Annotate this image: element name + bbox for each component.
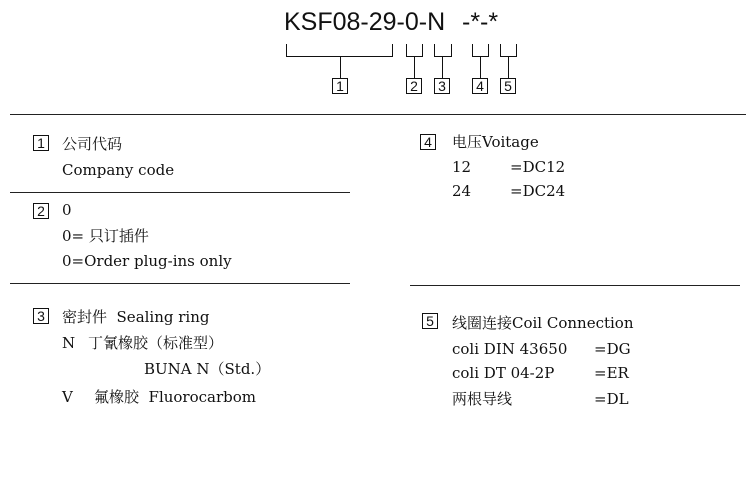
coil-row-key: 两根导线 [452,390,513,408]
voltage-row-key: 12 [452,158,472,176]
model-code-main: KSF08-29-0-N [284,8,446,36]
coil-row-key: coli DIN 43650 [452,340,568,358]
section-2-number: 2 [33,203,49,219]
marker-box-2: 2 [406,78,422,94]
section-3-number: 3 [33,308,49,324]
divider-top [10,114,746,115]
seal-option-n-desc: 丁氰橡胶（标准型） [88,334,224,352]
section-4-number: 4 [420,134,436,150]
coil-row-val: =DL [594,390,629,408]
divider-right-1 [410,285,740,286]
seal-option-n-sub: BUNA N（Std.） [144,360,271,378]
coil-row-val: =ER [594,364,629,382]
section-2-title: 0 [62,201,72,219]
coil-row-val: =DG [594,340,631,358]
section-4-title: 电压Voitage [452,133,539,151]
section-2-line-1: 0= 只订插件 [62,227,149,245]
section-5-title: 线圈连接Coil Connection [452,314,634,332]
seal-option-v-key: V [62,388,73,406]
coil-row-key: coli DT 04-2P [452,364,555,382]
marker-box-1: 1 [332,78,348,94]
seal-option-v-desc: 氟橡胶 Fluorocarbom [94,388,257,406]
section-3-title: 密封件 Sealing ring [62,308,210,326]
model-code-suffix: -*-* [462,8,499,36]
marker-box-3: 3 [434,78,450,94]
section-1-title: 公司代码 [62,135,123,153]
voltage-row-val: =DC12 [510,158,566,176]
marker-box-4: 4 [472,78,488,94]
section-1-line: Company code [62,161,175,179]
divider-left-1 [10,192,350,193]
section-5-number: 5 [422,313,438,329]
voltage-row-val: =DC24 [510,182,566,200]
section-2-line-2: 0=Order plug-ins only [62,252,232,270]
marker-box-5: 5 [500,78,516,94]
section-1-number: 1 [33,135,49,151]
divider-left-2 [10,283,350,284]
voltage-row-key: 24 [452,182,472,200]
seal-option-n-key: N [62,334,76,352]
